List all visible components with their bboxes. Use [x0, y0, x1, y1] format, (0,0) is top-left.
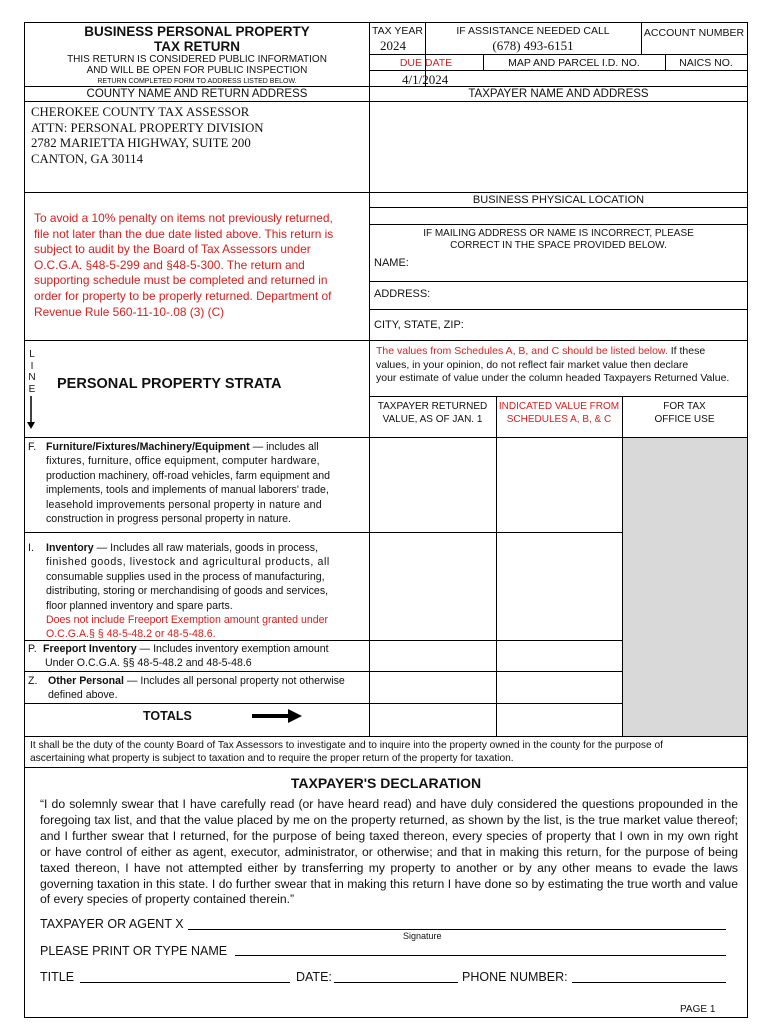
row-text: defined above. — [48, 689, 118, 702]
duty-text — [30, 739, 746, 765]
return-note: RETURN COMPLETED FORM TO ADDRESS LISTED BELOW. — [97, 78, 297, 85]
declaration-line: taxed thereon, I have not attempted either by transferring my property to another or by any other means to evade the laws — [40, 860, 738, 875]
row-f-indicated-value[interactable] — [498, 439, 621, 531]
row-letter: F. — [28, 441, 37, 453]
physical-location-field[interactable] — [372, 209, 744, 223]
taxpayer-label: TAXPAYER NAME AND ADDRESS — [468, 88, 649, 100]
totals-label: TOTALS — [143, 709, 192, 723]
line-letter: N — [28, 372, 36, 383]
penalty-notice-line: order for property to be properly returned. Department of — [34, 288, 332, 303]
line-letter: I — [30, 360, 34, 372]
col-taxpayer-returned — [369, 400, 496, 426]
public-info-line2: AND WILL BE OPEN FOR PUBLIC INSPECTION — [86, 65, 308, 76]
penalty-notice-line: Revenue Rule 560-11-10-.08 (3) (C) — [34, 304, 225, 319]
row-p-indicated-value[interactable] — [498, 642, 621, 670]
phone-label: PHONE NUMBER: — [462, 970, 568, 984]
strata-row-z — [28, 674, 362, 703]
col-office-use — [622, 400, 747, 426]
naics-label: NAICS NO. — [679, 57, 733, 69]
declaration-line: or have control of either as agent, executor, administrator, or otherwise; and that in making this return, for the purpose of being — [40, 844, 738, 859]
account-number-label: ACCOUNT NUMBER — [643, 27, 745, 39]
row-title: Inventory — [46, 542, 94, 554]
row-text: construction in progress personal property in nature. — [46, 513, 291, 526]
row-title: Other Personal — [48, 675, 124, 687]
col-header-line: INDICATED VALUE FROM — [498, 401, 620, 412]
assistance-label: IF ASSISTANCE NEEDED CALL — [456, 25, 610, 37]
row-letter: I. — [28, 542, 34, 554]
down-arrow-icon — [26, 396, 36, 430]
taxpayer-name-address-field[interactable] — [372, 104, 744, 190]
title-label: TITLE — [40, 970, 75, 984]
col-header-line: OFFICE USE — [654, 414, 715, 425]
name-label: NAME: — [374, 257, 409, 269]
penalty-notice — [34, 211, 354, 320]
strata-row-p — [28, 642, 362, 671]
row-text: — includes all — [249, 441, 319, 453]
row-text: — Includes inventory exemption amount — [136, 643, 329, 655]
values-note-red: The values from Schedules A, B, and C should be listed below. — [376, 345, 668, 357]
date-label: DATE: — [296, 970, 332, 984]
city-state-zip-field[interactable] — [470, 313, 744, 337]
totals-taxpayer-value[interactable] — [371, 705, 495, 735]
strata-title: PERSONAL PROPERTY STRATA — [57, 376, 282, 392]
row-text: implements, tools and implements of manual laborers' trade, — [46, 484, 329, 497]
col-header-line: FOR TAX — [663, 401, 706, 412]
agent-label: TAXPAYER OR AGENT X — [40, 917, 184, 931]
physical-location-label: BUSINESS PHYSICAL LOCATION — [472, 194, 645, 206]
county-address-line1: CHEROKEE COUNTY TAX ASSESSOR — [31, 105, 250, 119]
form-title-line2: TAX RETURN — [154, 39, 240, 54]
declaration-line: foregoing tax list, and that the value placed by me on the property returned, as shown by the list, is the true market value thereof; — [40, 812, 738, 827]
row-p-taxpayer-value[interactable] — [371, 642, 495, 670]
mailing-note — [369, 228, 748, 252]
form-title-line1: BUSINESS PERSONAL PROPERTY — [84, 24, 310, 39]
declaration-line: of every species of property contained therein.” — [40, 892, 295, 907]
row-i-taxpayer-value[interactable] — [371, 534, 495, 639]
col-indicated-value — [496, 400, 622, 426]
row-text: fixtures, furniture, office equipment, computer hardware, — [46, 455, 320, 468]
signature-field[interactable] — [188, 915, 726, 930]
row-text: — Includes all personal property not otherwise — [123, 675, 345, 687]
row-text: floor planned inventory and spare parts. — [46, 599, 233, 612]
row-text: consumable supplies used in the process of manufacturing, — [46, 570, 325, 583]
row-text: finished goods, livestock and agricultural products, all — [46, 556, 330, 569]
row-text: leasehold improvements personal property in nature and — [46, 498, 322, 511]
county-label: COUNTY NAME AND RETURN ADDRESS — [86, 88, 308, 100]
row-i-indicated-value[interactable] — [498, 534, 621, 639]
tax-year-label: TAX YEAR — [372, 25, 423, 37]
city-state-zip-label: CITY, STATE, ZIP: — [374, 319, 464, 331]
page-number: PAGE 1 — [680, 1004, 716, 1015]
col-header-line: TAXPAYER RETURNED — [377, 401, 488, 412]
county-address-line2: ATTN: PERSONAL PROPERTY DIVISION — [31, 120, 264, 135]
col-header-line: VALUE, AS OF JAN. 1 — [382, 414, 483, 425]
phone-field[interactable] — [572, 968, 726, 983]
mailing-note-line2: CORRECT IN THE SPACE PROVIDED BELOW. — [450, 240, 667, 251]
due-date-label: DUE DATE — [399, 57, 453, 69]
line-letter: L — [29, 349, 35, 360]
declaration-line: and I further swear that I returned, for the purpose of being taxed thereon, every species of property that I own in my own right — [40, 828, 738, 843]
duty-text-line: It shall be the duty of the county Board of Tax Assessors to investigate and to inquire into the property owned in the county for the purpose of — [30, 740, 663, 751]
totals-indicated-value[interactable] — [498, 705, 621, 735]
penalty-notice-line: O.C.G.A. §48-5-299 and §48-5-300. The return and — [34, 257, 305, 272]
name-field[interactable] — [412, 255, 744, 277]
print-name-label: PLEASE PRINT OR TYPE NAME — [40, 944, 228, 958]
public-info-line1: THIS RETURN IS CONSIDERED PUBLIC INFORMATION — [67, 54, 327, 65]
values-note-line2: values, in your opinion, do not reflect fair market value then declare — [376, 358, 689, 371]
row-text: production machinery, off-road vehicles, farm equipment and — [46, 469, 331, 482]
row-text: distributing, storing or merchandising of goods and services, — [46, 585, 329, 598]
strata-row-f — [28, 440, 362, 526]
address-label: ADDRESS: — [374, 288, 431, 300]
declaration-title: TAXPAYER'S DECLARATION — [290, 775, 482, 791]
county-address — [31, 105, 264, 167]
title-field[interactable] — [80, 968, 290, 983]
due-date-value: 4/1/2024 — [402, 72, 449, 87]
print-name-field[interactable] — [235, 941, 726, 956]
values-note — [376, 345, 744, 386]
county-address-line4: CANTON, GA 30114 — [31, 151, 143, 166]
row-text: — Includes all raw materials, goods in process, — [93, 542, 319, 554]
row-z-taxpayer-value[interactable] — [371, 673, 495, 702]
form-title — [24, 24, 370, 88]
row-text-red: O.C.G.A.§ § 48-5-48.2 or 48-5-48.6. — [46, 628, 216, 641]
line-letter: E — [28, 383, 36, 395]
duty-text-line: ascertaining what property is subject to taxation and to require the proper return of the property for taxation. — [30, 753, 514, 764]
penalty-notice-line: supporting schedule must be completed and returned in — [34, 273, 328, 288]
row-f-taxpayer-value[interactable] — [371, 439, 495, 531]
penalty-notice-line: To avoid a 10% penalty on items not previously returned, — [34, 211, 333, 225]
address-field[interactable] — [434, 284, 744, 306]
row-letter: P. — [28, 643, 37, 655]
strata-row-i — [28, 541, 362, 642]
tax-year-value[interactable]: 2024 — [380, 38, 406, 53]
declaration-line: governing taxation in this state. I do further swear that in making this return I have done so by estimating the true worth and value — [40, 876, 738, 891]
declaration-text — [40, 797, 738, 908]
row-z-indicated-value[interactable] — [498, 673, 621, 702]
values-note-line3: your estimate of value under the column headed Taxpayers Returned Value. — [376, 372, 730, 384]
county-address-line3: 2782 MARIETTA HIGHWAY, SUITE 200 — [31, 136, 251, 151]
values-note-black: If these — [667, 345, 706, 357]
col-header-line: SCHEDULES A, B, & C — [506, 414, 612, 425]
row-title: Furniture/Fixtures/Machinery/Equipment — [46, 441, 250, 453]
penalty-notice-line: subject to audit by the Board of Tax Assessors under — [34, 242, 311, 257]
map-parcel-label: MAP AND PARCEL I.D. NO. — [508, 57, 640, 69]
date-field[interactable] — [334, 968, 458, 983]
arrow-right-icon — [252, 709, 302, 723]
mailing-note-line1: IF MAILING ADDRESS OR NAME IS INCORRECT, PLEASE — [423, 228, 694, 239]
signature-caption: Signature — [403, 931, 442, 941]
row-text: Under O.C.G.A. §§ 48-5-48.2 and 48-5-48.6 — [45, 657, 252, 670]
declaration-line: “I do solemnly swear that I have carefully read (or have heard read) and have duly considered the questions propounded in the — [40, 797, 738, 811]
assistance-phone[interactable]: (678) 493-6151 — [492, 38, 574, 53]
line-vertical-label — [27, 349, 37, 395]
row-text-red: Does not include Freeport Exemption amount granted under — [46, 614, 329, 627]
penalty-notice-line: file not later than the due date listed above. This return is — [34, 226, 334, 241]
row-title: Freeport Inventory — [43, 643, 137, 655]
row-letter: Z. — [28, 675, 38, 687]
